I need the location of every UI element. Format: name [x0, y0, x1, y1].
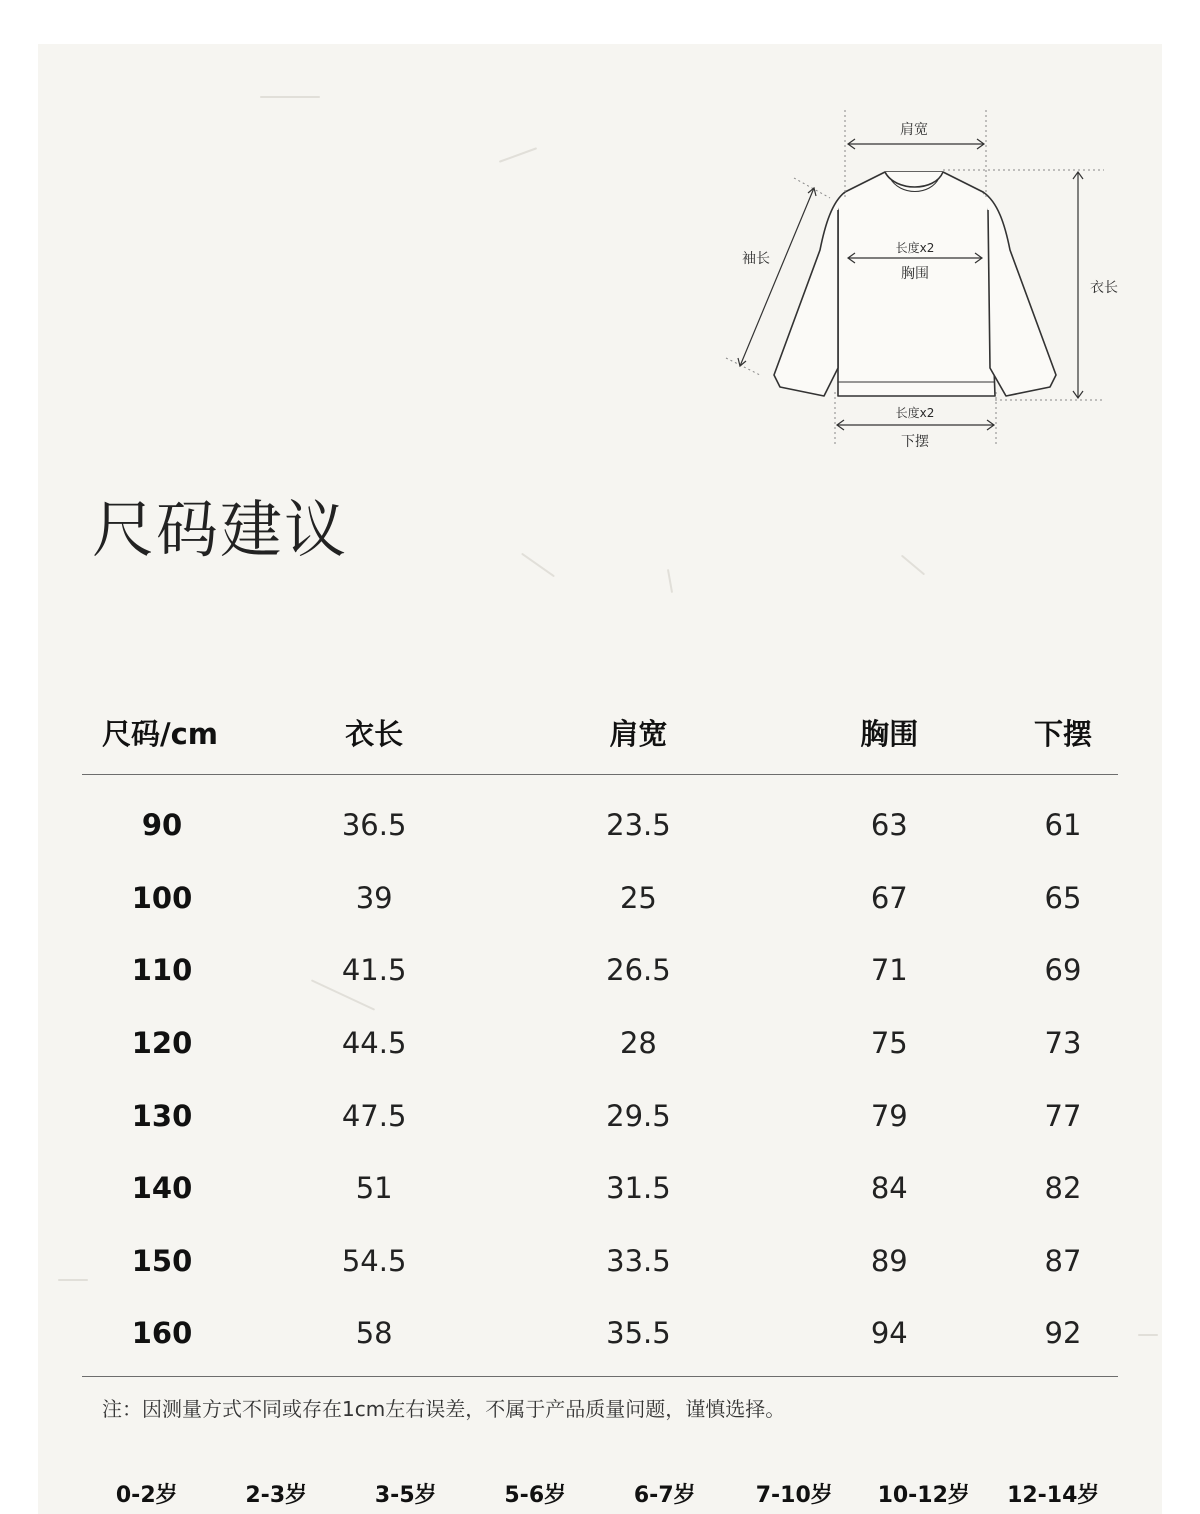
table-header-row: [82, 690, 1118, 775]
cell-hem: 92: [1008, 1297, 1118, 1376]
sleeve-label: 袖长: [742, 251, 770, 267]
measurement-note: 注：因测量方式不同或存在1cm左右误差，不属于产品质量问题，谨慎选择。: [102, 1397, 786, 1421]
header-size: 尺码/cm: [82, 690, 242, 775]
shirt-illustration: [720, 100, 1140, 460]
cell-chest: 79: [870, 1098, 908, 1133]
cell-chest: 89: [870, 1243, 908, 1278]
cell-chest: 71: [870, 953, 908, 988]
age-label: 7-10岁: [755, 1483, 833, 1508]
cell-chest: 94: [771, 1297, 1008, 1376]
cell-length: 36.5: [341, 808, 407, 843]
cell-length: 58: [242, 1297, 506, 1376]
cell-shoulder: 35.5: [506, 1297, 770, 1376]
paper-fiber: [667, 569, 673, 593]
age-label: 6-7岁: [633, 1483, 696, 1508]
age-label: 12-14岁: [1007, 1483, 1100, 1508]
table-row: [82, 775, 1118, 862]
age-range-row: [82, 1478, 1118, 1509]
cell-shoulder: 29.5: [606, 1098, 671, 1133]
age-label: 3-5岁: [374, 1483, 437, 1508]
age-label: 10-12岁: [877, 1483, 970, 1508]
cell-shoulder: 28: [619, 1026, 657, 1061]
cell-size: 90: [141, 808, 183, 843]
table-row: [82, 862, 1118, 935]
cell-shoulder: 23.5: [606, 808, 671, 843]
cell-size: 140: [131, 1171, 193, 1206]
cell-hem: 65: [1044, 880, 1082, 915]
cell-chest: 67: [870, 880, 908, 915]
cell-length: 54.5: [341, 1243, 407, 1278]
cell-hem: 73: [1044, 1026, 1082, 1061]
age-label: 0-2岁: [115, 1483, 178, 1508]
paper-fiber: [1138, 1334, 1158, 1336]
size-table: [82, 690, 1118, 1377]
cell-length: 51: [355, 1171, 393, 1206]
cell-size: 150: [131, 1243, 193, 1278]
header-length: 衣长: [242, 690, 506, 775]
shoulder-label: 肩宽: [900, 122, 928, 138]
cell-length: 39: [355, 880, 393, 915]
paper-fiber: [521, 553, 555, 578]
table-row: [82, 1079, 1118, 1152]
age-label: 2-3岁: [245, 1483, 308, 1508]
cell-shoulder: 26.5: [606, 953, 671, 988]
cell-hem: 61: [1044, 808, 1082, 843]
cell-hem: 87: [1044, 1243, 1082, 1278]
cell-size: 120: [131, 1026, 193, 1061]
cell-size: 130: [131, 1098, 193, 1133]
measurement-diagram: [720, 100, 1140, 460]
table-row: [82, 1225, 1118, 1298]
length-label: 衣长: [1090, 280, 1118, 296]
paper-fiber: [499, 147, 537, 163]
table-row: [82, 1152, 1118, 1225]
cell-size: 110: [131, 953, 193, 988]
chest-label: 胸围: [901, 266, 929, 282]
hem-note-label: 长度x2: [895, 406, 935, 420]
table-row: [82, 1297, 1118, 1376]
table-row: [82, 1007, 1118, 1080]
cell-shoulder: 31.5: [606, 1171, 671, 1206]
age-label: 5-6岁: [504, 1483, 567, 1508]
table-row: [82, 934, 1118, 1007]
cell-shoulder: 33.5: [606, 1243, 671, 1278]
paper-fiber: [260, 96, 320, 98]
cell-hem: 69: [1044, 953, 1082, 988]
header-shoulder: 肩宽: [506, 690, 770, 775]
header-hem: 下摆: [1008, 690, 1118, 775]
cell-size: 160: [82, 1297, 242, 1376]
cell-length: 44.5: [341, 1026, 407, 1061]
header-chest: 胸围: [771, 690, 1008, 775]
cell-chest: 75: [870, 1026, 908, 1061]
cell-chest: 63: [870, 808, 908, 843]
hem-label: 下摆: [901, 434, 929, 450]
cell-chest: 84: [870, 1171, 908, 1206]
cell-hem: 77: [1044, 1098, 1082, 1133]
cell-length: 47.5: [341, 1098, 407, 1133]
paper-fiber: [901, 555, 925, 576]
cell-hem: 82: [1044, 1171, 1082, 1206]
chest-note-label: 长度x2: [895, 241, 935, 255]
cell-shoulder: 25: [619, 880, 657, 915]
page-title: 尺码建议: [92, 493, 349, 566]
cell-length: 41.5: [341, 953, 407, 988]
cell-size: 100: [131, 880, 193, 915]
